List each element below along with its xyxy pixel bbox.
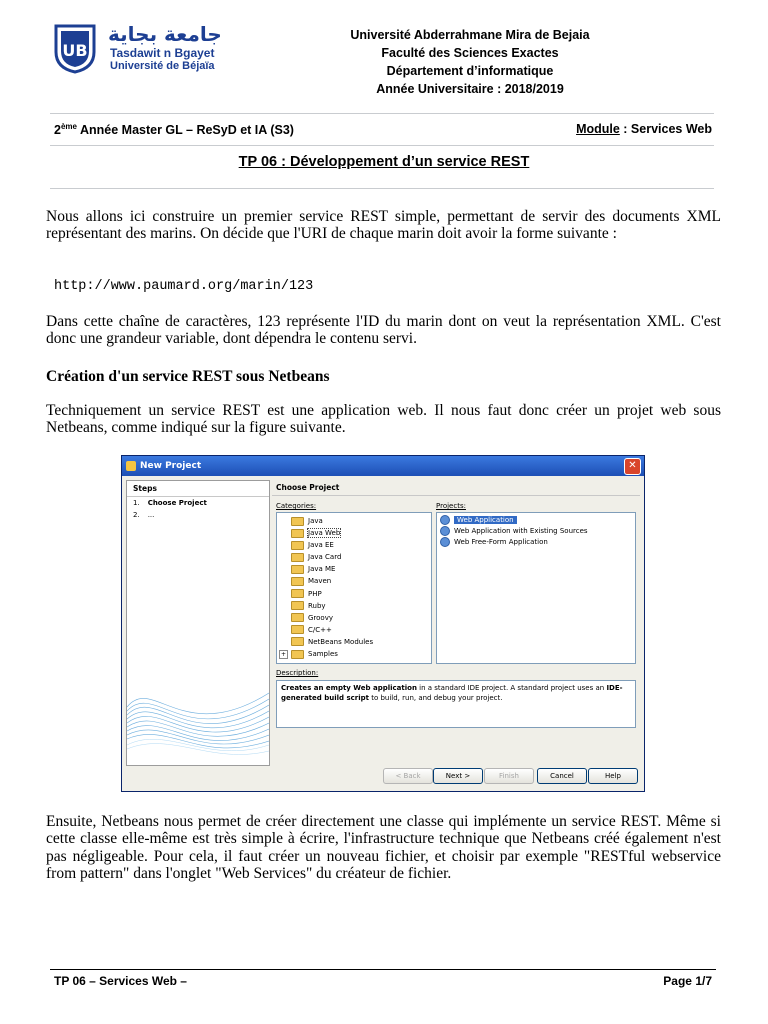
- description-label: [276, 669, 318, 677]
- institution-block: [300, 26, 640, 98]
- projects-list: [436, 512, 636, 664]
- category-item[interactable]: [277, 624, 431, 636]
- projects-label: [436, 502, 466, 510]
- categories-label: [276, 502, 316, 510]
- category-label: PHP: [308, 589, 322, 598]
- web-project-icon: [440, 515, 450, 525]
- back-button[interactable]: < Back: [383, 768, 433, 784]
- projects-label-text: Projects:: [436, 502, 466, 510]
- category-label: C/C++: [308, 625, 332, 634]
- step-item: [127, 509, 269, 521]
- choose-project-heading: Choose Project: [272, 480, 640, 496]
- category-item[interactable]: [277, 648, 431, 660]
- folder-icon: [291, 529, 304, 538]
- dialog-titlebar: [122, 456, 644, 476]
- folder-icon: [291, 637, 304, 646]
- module-info: [576, 122, 712, 136]
- folder-icon: [291, 613, 304, 622]
- next-button[interactable]: Next >: [433, 768, 483, 784]
- header-divider: [50, 113, 714, 114]
- folder-icon: [291, 589, 304, 598]
- description-bold: IDE-generated build script: [281, 684, 623, 702]
- step-label: Choose Project: [147, 499, 207, 507]
- footer-course: TP 06 – Services Web –: [54, 974, 187, 988]
- cancel-button[interactable]: Cancel: [537, 768, 587, 784]
- category-label: Maven: [308, 577, 332, 586]
- new-project-dialog-figure: [121, 455, 645, 792]
- categories-label-text: Categories:: [276, 502, 317, 510]
- folder-icon: [291, 650, 304, 659]
- folder-icon: [291, 541, 304, 550]
- category-item[interactable]: [277, 575, 431, 587]
- page-title-text: TP 06 : Développement d’un service REST: [238, 154, 530, 170]
- category-label: Java EE: [308, 541, 334, 550]
- finish-button[interactable]: Finish: [484, 768, 534, 784]
- paragraph-uri-explanation: Dans cette chaîne de caractères, 123 représente l'ID du marin dont on veut la représentation XML. C'est donc une grandeur variable, dont dépendra le contenu servi.: [46, 313, 721, 348]
- folder-icon: [291, 577, 304, 586]
- project-item-selected[interactable]: [437, 515, 635, 526]
- level-text: Année Master GL – ReSyD et IA (S3): [76, 123, 294, 138]
- title-divider-top: [50, 145, 714, 146]
- category-item[interactable]: [277, 588, 431, 600]
- logo-berber-text: Tasdawit n Bgayet: [110, 46, 215, 60]
- level-superscript: ème: [60, 122, 77, 131]
- folder-icon: [291, 565, 304, 574]
- category-label: Groovy: [308, 613, 333, 622]
- logo-french-text: Université de Béjaïa: [110, 60, 215, 72]
- folder-icon: [291, 625, 304, 634]
- web-project-icon: [440, 537, 450, 547]
- step-number: 1.: [133, 499, 140, 507]
- paragraph-rest-class: Ensuite, Netbeans nous permet de créer directement une classe qui implémente un service REST. Même si cette classe elle-même est très simple à écrire, l'infrastructure technique que Netbeans créé également n'est pas négligeable. Pour cela, il faut créer un nouveau fichier, et choisir par exemple "RESTful webservice from pattern" dans l'onglet "Web Services" du créateur de fichier.: [46, 813, 721, 883]
- code-uri: http://www.paumard.org/marin/123: [54, 279, 314, 294]
- category-item-selected[interactable]: [277, 527, 431, 539]
- project-item[interactable]: [437, 526, 635, 537]
- category-item[interactable]: [277, 600, 431, 612]
- category-label: Java Card: [308, 553, 342, 562]
- project-item[interactable]: [437, 537, 635, 548]
- category-label: Java Web: [308, 529, 341, 538]
- categories-list: [276, 512, 432, 664]
- folder-icon: [291, 517, 304, 526]
- paragraph-intro: Nous allons ici construire un premier service REST simple, permettant de servir des documents XML représentant des marins. On décide que l'URI de chaque marin doit avoir la forme suivante :: [46, 208, 721, 243]
- category-label: Java ME: [308, 565, 336, 574]
- decorative-wave-icon: [127, 645, 269, 765]
- description-label-text: Description:: [276, 669, 319, 677]
- steps-pane: [126, 480, 270, 766]
- folder-icon: [291, 553, 304, 562]
- level-number: 2: [54, 123, 61, 138]
- step-number: 2.: [133, 511, 140, 519]
- category-item[interactable]: [277, 515, 431, 527]
- title-divider-bottom: [50, 188, 714, 189]
- netbeans-cube-icon: [126, 461, 136, 471]
- course-level: [54, 122, 294, 137]
- description-part: to build, run, and debug your project.: [368, 694, 503, 702]
- help-button[interactable]: Help: [588, 768, 638, 784]
- category-label: Ruby: [308, 601, 326, 610]
- institution-line: Université Abderrahmane Mira de Bejaia: [350, 28, 590, 42]
- footer-page-number: Page 1/7: [663, 974, 712, 988]
- description-text: [277, 681, 635, 705]
- dialog-button-row: [122, 768, 644, 788]
- category-label: NetBeans Modules: [308, 637, 374, 646]
- page-title: [0, 154, 768, 170]
- category-item[interactable]: [277, 612, 431, 624]
- university-seal-icon: [52, 22, 98, 74]
- dialog-title: New Project: [140, 461, 202, 471]
- steps-heading: Steps: [127, 481, 269, 497]
- category-item[interactable]: [277, 563, 431, 575]
- footer-divider: [50, 969, 716, 970]
- folder-icon: [291, 601, 304, 610]
- institution-line: Département d’informatique: [386, 64, 554, 78]
- description-bold: Creates an empty Web application: [281, 684, 417, 692]
- step-label: ...: [147, 511, 155, 519]
- close-icon[interactable]: ✕: [624, 458, 641, 475]
- description-box: [276, 680, 636, 728]
- module-label: Module: [576, 122, 620, 136]
- description-part: in a standard IDE project. A standard project uses an: [416, 684, 607, 692]
- expand-plus-icon[interactable]: +: [280, 651, 287, 659]
- web-project-icon: [440, 526, 450, 536]
- category-item[interactable]: [277, 636, 431, 648]
- project-label: Web Free-Form Application: [454, 538, 548, 546]
- category-label: Samples: [308, 650, 338, 659]
- section-heading: Création d'un service REST sous Netbeans: [46, 368, 330, 385]
- category-item[interactable]: [277, 539, 431, 551]
- paragraph-web-project: Techniquement un service REST est une application web. Il nous faut donc créer un projet web sous Netbeans, comme indiqué sur la figure suivante.: [46, 402, 721, 437]
- institution-line: Année Universitaire : 2018/2019: [376, 82, 564, 96]
- choose-project-pane: [272, 480, 640, 764]
- module-value: : Services Web: [619, 122, 712, 136]
- step-item: [127, 497, 269, 509]
- category-label: Java: [308, 517, 323, 525]
- category-item[interactable]: [277, 551, 431, 563]
- university-logo: [52, 22, 222, 78]
- logo-arabic-text: جامعة بجاية: [108, 22, 222, 46]
- svg-text:UB: UB: [62, 41, 88, 60]
- project-label: Web Application: [454, 516, 517, 524]
- project-label: Web Application with Existing Sources: [454, 527, 588, 535]
- institution-line: Faculté des Sciences Exactes: [381, 46, 559, 60]
